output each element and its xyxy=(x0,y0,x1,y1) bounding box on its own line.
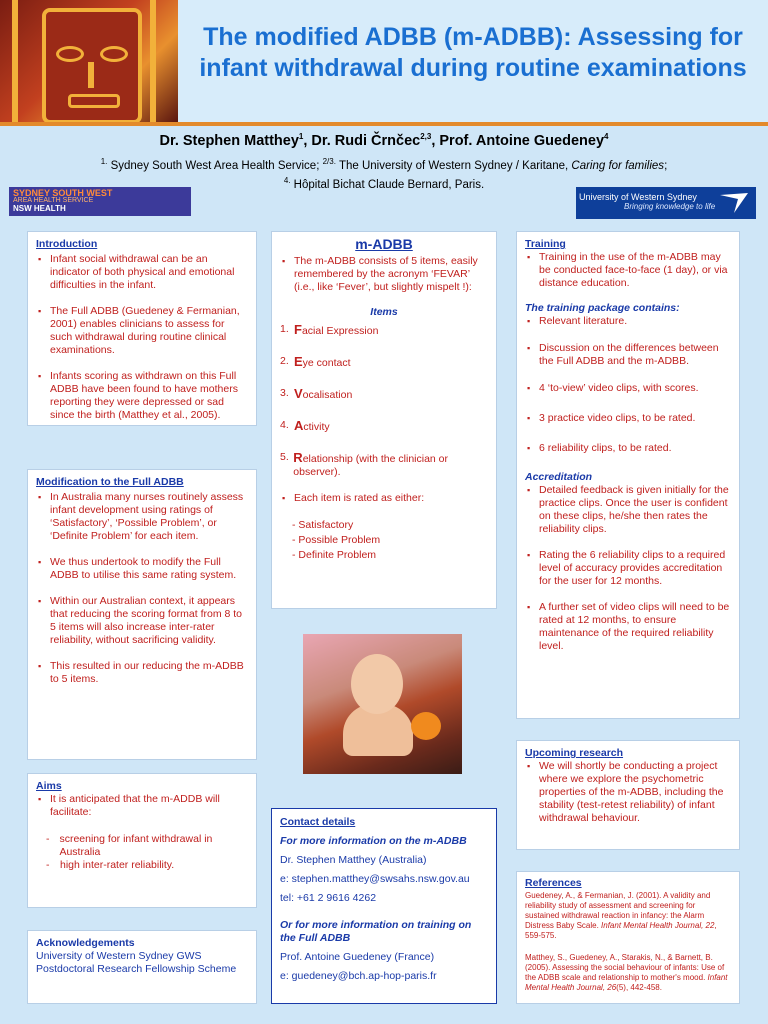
contact-phone: tel: +61 2 9616 4262 xyxy=(280,892,377,904)
aims-item: - screening for infant withdrawal in Australia xyxy=(46,833,213,858)
affiliations-line-1: $^{1.}$ Sydney South West Area Health Service; $^{2/3.}$ The University of Western Sydney / Karitane, Caring for families; xyxy=(100,157,668,172)
rating-option: - Possible Problem xyxy=(292,534,381,546)
introduction-heading: Introduction xyxy=(36,238,98,250)
modification-panel xyxy=(27,469,257,760)
list-item: ▪ 3 practice video clips, to be rated. xyxy=(525,412,731,425)
acknowledgements-text: University of Western Sydney GWS Postdoctoral Research Fellowship Scheme xyxy=(36,950,237,975)
rating-option: - Satisfactory xyxy=(292,519,354,531)
list-item: ▪ We will shortly be conducting a project where we explore the psychometric properties of the m-ADBB, including the stability (test-retest reliability) of infant withdrawal behaviour. xyxy=(525,760,731,825)
aims-item: - high inter-rater reliability. xyxy=(46,859,175,871)
list-item: ▪ The Full ADBB (Guedeney & Fermanian, 2001) enables clinicians to assess for such withdrawal during routine clinical examinations. xyxy=(36,305,248,357)
upcoming-heading: Upcoming research xyxy=(525,747,624,759)
training-panel xyxy=(516,231,740,719)
reference-item: Matthey, S., Guedeney, A., Starakis, N., & Barnett, B. (2005). Assessing the social behaviour of infants: Use of the ADBB scale and relationship to mother's mood. Infant Mental Health Journal, 26(5), 442-458. xyxy=(525,953,728,992)
aims-heading: Aims xyxy=(36,780,62,792)
list-item: ▪ Discussion on the differences between the Full ADBB and the m-ADBB. xyxy=(525,342,731,368)
authors: Dr. Stephen Matthey$^1$, Dr. Rudi Črnčec$^{2,3}$, Prof. Antoine Guedeney$^4$ xyxy=(159,132,609,149)
list-item: ▪ 6 reliability clips, to be rated. xyxy=(525,442,731,455)
rating-option: - Definite Problem xyxy=(292,549,377,561)
list-item: ▪ A further set of video clips will need to be rated at 12 months, to ensure maintenance of the required reliability level. xyxy=(525,601,731,653)
accreditation-heading: Accreditation xyxy=(525,471,593,483)
package-heading: The training package contains: xyxy=(525,302,680,314)
introduction-panel xyxy=(27,231,257,426)
madbb-item: 2. Eye contact xyxy=(280,354,351,369)
uws-bird-icon xyxy=(718,191,752,215)
madbb-heading: m-ADBB xyxy=(355,236,413,252)
list-item: ▪ We thus undertook to modify the Full ADBB to utilise this same rating system. xyxy=(36,556,248,582)
nsw-health-logo: SYDNEY SOUTH WEST AREA HEALTH SERVICE NSW HEALTH xyxy=(9,187,191,216)
header-artwork xyxy=(0,0,178,122)
affiliations-line-2: $^{4.}$ Hôpital Bichat Claude Bernard, Paris. xyxy=(283,176,485,191)
references-heading: References xyxy=(525,877,582,889)
list-item: ▪ In Australia many nurses routinely assess infant development using ratings of ‘Satisfactory’, ‘Possible Problem’, or ‘Definite Problem’ for each item. xyxy=(36,491,248,543)
contact-email: e: stephen.matthey@swsahs.nsw.gov.au xyxy=(280,873,470,885)
madbb-item: 3. Vocalisation xyxy=(280,386,353,401)
list-item: ▪ Detailed feedback is given initially for the practice clips. Once the user is confident on these clips, he/she then rates the reliability clips. xyxy=(525,484,731,536)
list-item: ▪ 4 ‘to-view’ video clips, with scores. xyxy=(525,382,731,395)
training-heading: Training xyxy=(525,238,566,250)
list-item: ▪ It is anticipated that the m-ADDB will facilitate: xyxy=(36,793,248,819)
list-item: ▪ Rating the 6 reliability clips to a required level of accuracy provides accreditation for the user for 12 months. xyxy=(525,549,731,588)
items-heading: Items xyxy=(370,306,398,318)
list-item: ▪ Infants scoring as withdrawn on this Full ADBB have been found to have mothers reporting they were depressed or sad since the birth (Matthey et al., 2005). xyxy=(36,370,248,422)
madbb-item: 1. Facial Expression xyxy=(280,322,379,337)
madbb-item: 5. Relationship (with the clinician or observer). xyxy=(280,450,449,478)
madbb-item: 4. Activity xyxy=(280,418,330,433)
poster-title: The modified ADBB (m-ADBB): Assessing for infant withdrawal during routine examinations xyxy=(199,23,747,82)
list-item: ▪ This resulted in our reducing the m-ADBB to 5 items. xyxy=(36,660,248,686)
contact-heading: Contact details xyxy=(280,816,356,828)
modification-heading: Modification to the Full ADBB xyxy=(36,476,184,488)
list-item: ▪ Relevant literature. xyxy=(525,315,731,328)
list-item: ▪ Training in the use of the m-ADBB may be conducted face-to-face (1 day), or via distance education. xyxy=(525,251,731,290)
contact-panel: Contact details For more information on the m-ADBB Dr. Stephen Matthey (Australia) e: stephen.matthey@swsahs.nsw.gov.au tel: +61 2 9616 4262 Or for more information on training on the Full ADBB Prof. Antoine Guedeney (France) e: guedeney@bch.ap-hop-paris.fr xyxy=(271,808,497,1004)
madbb-panel xyxy=(271,231,497,609)
aims-panel xyxy=(27,773,257,908)
infant-photo xyxy=(303,634,462,774)
list-item: ▪ Within our Australian context, it appears that reducing the scoring format from 8 to 5 items will also increase inter-rater reliability, without sacrificing validity. xyxy=(36,595,248,647)
references-panel xyxy=(516,871,740,1004)
acknowledgements-panel xyxy=(27,930,257,1004)
reference-item: Guedeney, A., & Fermanian, J. (2001). A validity and reliability study of assessment and screening for sustained withdrawal reaction in infancy: the Alarm Distress Baby Scale. Infant Mental Health Journal, 22, 559-575. xyxy=(525,891,717,940)
acknowledgements-heading: Acknowledgements xyxy=(36,937,135,949)
contact-email: e: guedeney@bch.ap-hop-paris.fr xyxy=(280,970,437,982)
upcoming-research-panel xyxy=(516,740,740,850)
list-item: ▪ Each item is rated as either: xyxy=(280,492,488,505)
header-divider xyxy=(0,122,768,126)
uws-logo: University of Western Sydney Bringing knowledge to life xyxy=(576,187,756,219)
list-item: ▪ The m-ADBB consists of 5 items, easily remembered by the acronym ‘FEVAR’ (i.e., like ‘Fever’, but slightly mispelt !): xyxy=(280,255,488,294)
list-item: ▪ Infant social withdrawal can be an indicator of both physical and emotional difficulties in the infant. xyxy=(36,253,248,292)
